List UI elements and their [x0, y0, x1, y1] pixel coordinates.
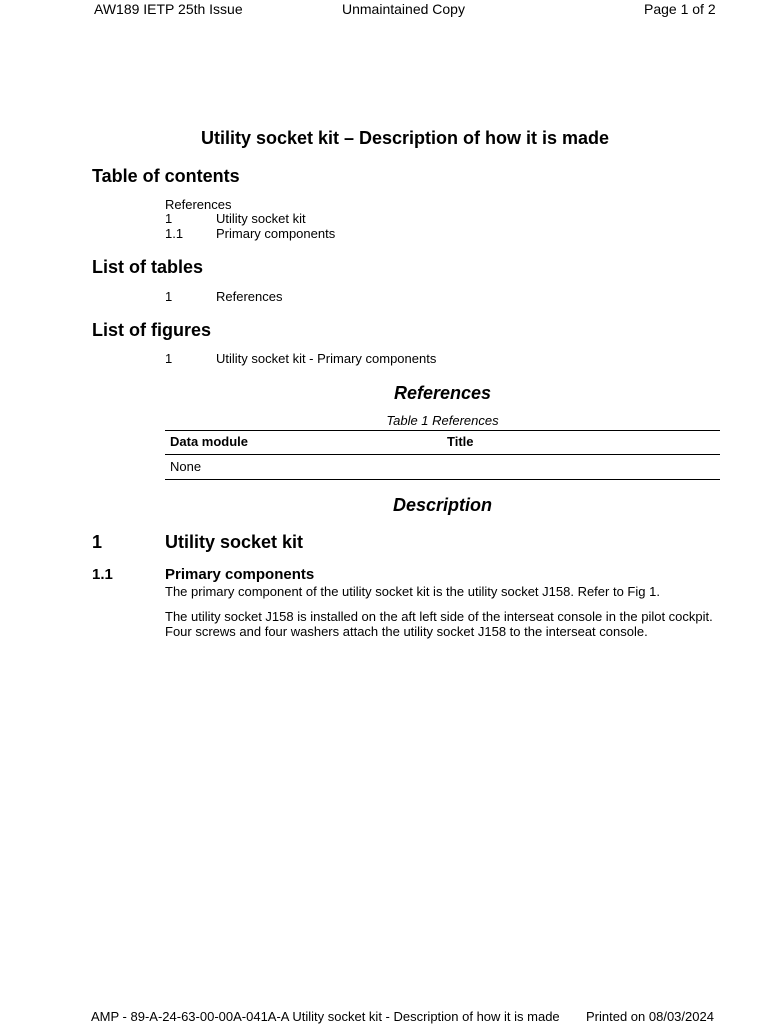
section-title: Utility socket kit [165, 532, 304, 552]
section-number: 1 [92, 532, 103, 552]
subsection-number: 1.1 [92, 566, 113, 583]
toc-item-num: 1 [165, 211, 173, 226]
references-heading: References [393, 383, 492, 403]
table-list-item-references[interactable]: References [216, 289, 283, 304]
paragraph-attachment: Four screws and four washers attach the utility socket J158 to the interseat console. [165, 624, 648, 639]
table-bottom-rule [165, 479, 720, 480]
figure-list-num: 1 [165, 351, 173, 366]
column-header-title: Title [447, 434, 474, 449]
column-header-data-module: Data module [170, 434, 249, 449]
header-issue: AW189 IETP 25th Issue [94, 1, 243, 17]
table-list-num: 1 [165, 289, 173, 304]
paragraph-installation: The utility socket J158 is installed on the aft left side of the interseat console in the pilot cockpit. [165, 609, 713, 624]
table-header-rule [165, 454, 720, 455]
footer-document-id: AMP - 89-A-24-63-00-00A-041A-A Utility socket kit - Description of how it is made [91, 1009, 560, 1024]
subsection-title: Primary components [165, 566, 315, 583]
list-of-figures-heading: List of figures [92, 320, 212, 340]
header-copy-status: Unmaintained Copy [342, 1, 465, 17]
header-page-number: Page 1 of 2 [644, 1, 716, 17]
footer-print-date: Printed on 08/03/2024 [586, 1009, 714, 1024]
table-top-rule [165, 430, 720, 431]
table-cell-data-module: None [170, 459, 202, 474]
toc-references-link[interactable]: References [165, 197, 232, 212]
description-heading: Description [392, 495, 493, 515]
toc-item-utility-socket-kit[interactable]: Utility socket kit [216, 211, 306, 226]
toc-item-primary-components[interactable]: Primary components [216, 226, 336, 241]
figure-list-item-primary-components[interactable]: Utility socket kit - Primary components [216, 351, 437, 366]
paragraph-primary-component: The primary component of the utility socket kit is the utility socket J158. Refer to Fig 1. [165, 584, 660, 599]
references-table-caption: Table 1 References [386, 413, 499, 428]
list-of-tables-heading: List of tables [92, 257, 204, 277]
toc-item-num: 1.1 [165, 226, 184, 241]
document-title: Utility socket kit – Description of how it is made [200, 128, 610, 148]
toc-heading: Table of contents [92, 166, 240, 186]
